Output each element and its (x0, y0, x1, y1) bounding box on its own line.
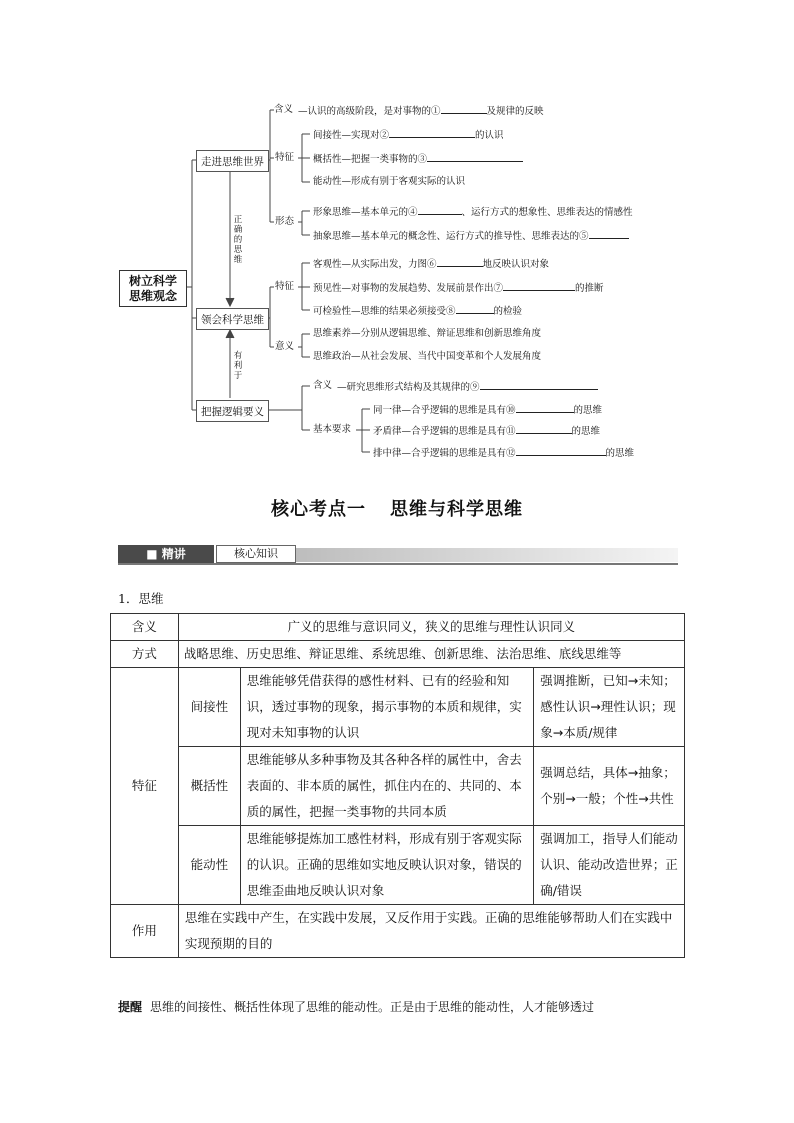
feature-name: 能动性 (178, 826, 240, 905)
feature-note: 强调总结，具体→抽象；个别→一般；个性→共性 (534, 747, 685, 826)
page-title (0, 495, 794, 521)
row-head: 作用 (111, 905, 179, 958)
feature-desc: 思维能够提炼加工感性材料，形成有别于客观实际的认识。正确的思维如实地反映认识对象，错误的思维歪曲地反映认识对象 (240, 826, 533, 905)
title-part-1: 核心考点一 (271, 499, 366, 520)
fill-blank-7 (503, 281, 575, 291)
fill-blank-2 (389, 128, 475, 138)
feature-desc: 思维能够从多种事物及其各种各样的属性中，舍去表面的、非本质的属性，抓住内在的、共同的、本质的属性，把握一类事物的共同本质 (240, 747, 533, 826)
label-xingtai: 形态 (275, 216, 295, 227)
section-banner (118, 545, 678, 565)
leaf-tongyilv: 同一律—合乎逻辑的思维是具有⑩ 的思维 (373, 405, 603, 416)
fill-blank-1 (441, 104, 487, 114)
leaf-kejianyanxing: 可检验性—思维的结果必须接受⑧ 的检验 (313, 306, 523, 317)
leaf-nengdongxing: 能动性—形成有别于客观实际的认识 (313, 176, 466, 187)
label-tezheng-2: 特征 (275, 281, 295, 292)
leaf-gaikuoxing: 概括性—把握一类事物的③ (313, 152, 523, 166)
row-head: 特征 (111, 668, 179, 905)
leaf-jianjiexing: 间接性—实现对② 的认识 (313, 130, 504, 141)
feature-note: 强调推断，已知→未知；感性认识→理性认识；现象→本质/规律 (534, 668, 685, 747)
title-part-2: 思维与科学思维 (390, 499, 523, 520)
label-hanyi-1: 含义 (274, 104, 294, 115)
table-row (111, 747, 685, 826)
banner-decoration (296, 548, 678, 562)
leaf-hanyi-3: —研究思维形式结构及其规律的⑨ (337, 380, 598, 394)
banner-label: 核心知识 (216, 545, 296, 563)
fill-blank-5 (589, 229, 629, 239)
fill-blank-3 (427, 152, 523, 162)
feature-desc: 思维能够凭借获得的感性材料、已有的经验和知识，透过事物的现象，揭示事物的本质和规律，实现对未知事物的认识 (240, 668, 533, 747)
fill-blank-12 (516, 446, 606, 456)
branch-3-label: 把握逻辑要义 (201, 405, 264, 418)
row-head: 方式 (111, 641, 179, 668)
mind-map-root (119, 270, 187, 307)
thinking-table (110, 613, 685, 958)
table-row (111, 905, 685, 958)
fill-blank-4 (418, 205, 462, 215)
table-row (111, 614, 685, 641)
fill-blank-6 (437, 257, 483, 267)
leaf-yujianxing: 预见性—对事物的发展趋势、发展前景作出⑦ 的推断 (313, 283, 604, 294)
branch-2-label: 领会科学思维 (201, 313, 264, 326)
fill-blank-10 (516, 403, 574, 413)
banner-rule (118, 563, 678, 565)
section-title: 1．思维 (118, 591, 164, 606)
reminder-label: 提醒 (118, 1000, 143, 1014)
feature-note: 强调加工，指导人们能动认识、能动改造世界；正确/错误 (534, 826, 685, 905)
table-row (111, 668, 685, 747)
label-jiben-yaoqiu: 基本要求 (313, 424, 352, 435)
table-row (111, 641, 685, 668)
leaf-siwei-zhengzhi: 思维政治—从社会发展、当代中国变革和个人发展角度 (313, 351, 542, 362)
feature-name: 概括性 (178, 747, 240, 826)
fill-blank-9 (480, 380, 598, 390)
label-hanyi-3: 含义 (313, 380, 333, 391)
reminder-note (118, 998, 688, 1016)
leaf-maodunlv: 矛盾律—合乎逻辑的思维是具有⑪ 的思维 (373, 426, 601, 437)
feature-name: 间接性 (178, 668, 240, 747)
row-content: 战略思维、历史思维、辩证思维、系统思维、创新思维、法治思维、底线思维等 (178, 641, 684, 668)
reminder-text: 思维的间接性、概括性体现了思维的能动性。正是由于思维的能动性，人才能够透过 (150, 1000, 595, 1014)
branch-2-box (196, 308, 269, 330)
label-yiyi: 意义 (275, 341, 295, 352)
branch-3-box (196, 400, 269, 422)
row-content: 广义的思维与意识同义，狭义的思维与理性认识同义 (178, 614, 684, 641)
row-head: 含义 (111, 614, 179, 641)
leaf-xingxiang: 形象思维—基本单元的④ 、运行方式的想象性、思维表达的情感性 (313, 207, 633, 218)
root-label: 树立科学思维观念 (128, 273, 177, 303)
leaf-hanyi-1: —认识的高级阶段，是对事物的① 及规律的反映 (298, 106, 544, 117)
fill-blank-8 (456, 304, 494, 314)
leaf-chouxiang: 抽象思维—基本单元的概念性、运行方式的推导性、思维表达的⑤ (313, 229, 629, 243)
row-content: 思维在实践中产生，在实践中发展，又反作用于实践。正确的思维能够帮助人们在实践中实现预期的目的 (178, 905, 684, 958)
link-label-correct-thinking: 正确的思维 (233, 215, 243, 265)
leaf-keguanxing: 客观性—从实际出发，力图⑥ 地反映认识对象 (313, 259, 550, 270)
branch-1-box (196, 150, 269, 172)
leaf-paizhonglv: 排中律—合乎逻辑的思维是具有⑫ 的思维 (373, 448, 635, 459)
table-row (111, 826, 685, 905)
link-label-beneficial: 有利于 (233, 351, 243, 381)
branch-1-label: 走进思维世界 (201, 155, 264, 168)
leaf-siwei-suyang: 思维素养—分别从逻辑思维、辩证思维和创新思维角度 (313, 328, 542, 339)
fill-blank-11 (516, 424, 572, 434)
banner-tag: ■ 精讲 (118, 545, 214, 563)
label-tezheng-1: 特征 (275, 152, 295, 163)
